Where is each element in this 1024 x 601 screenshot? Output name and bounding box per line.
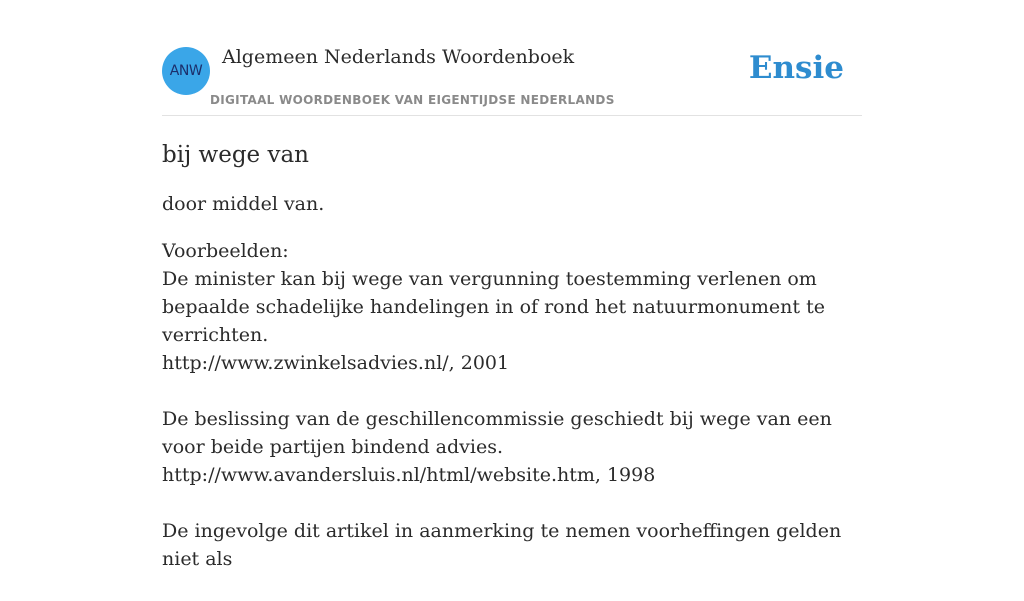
examples-label: Voorbeelden: (162, 240, 289, 262)
example-item (162, 265, 862, 377)
example-item (162, 405, 862, 489)
anw-logo[interactable]: ANW (162, 47, 210, 95)
site-title[interactable]: Algemeen Nederlands Woordenboek (222, 46, 575, 68)
example-source: http://www.zwinkelsadvies.nl/, 2001 (162, 352, 510, 374)
headword: bij wege van (162, 142, 309, 168)
example-text: De ingevolge dit artikel in aanmerking te nemen voorheffingen gelden niet als (162, 520, 842, 570)
site-subtitle: DIGITAAL WOORDENBOEK VAN EIGENTIJDSE NEDERLANDS (210, 93, 615, 107)
example-source: http://www.avandersluis.nl/html/website.htm, 1998 (162, 464, 656, 486)
site-header (162, 0, 862, 116)
definition: door middel van. (162, 193, 325, 215)
example-text: De minister kan bij wege van vergunning toestemming verlenen om bepaalde schadelijke handelingen in of rond het natuurmonument te verrichten. (162, 268, 825, 346)
example-text: De beslissing van de geschillencommissie geschiedt bij wege van een voor beide partijen bindend advies. (162, 408, 832, 458)
example-item (162, 517, 862, 573)
dictionary-entry (162, 140, 862, 601)
ensie-brand-link[interactable]: Ensie (748, 50, 844, 86)
